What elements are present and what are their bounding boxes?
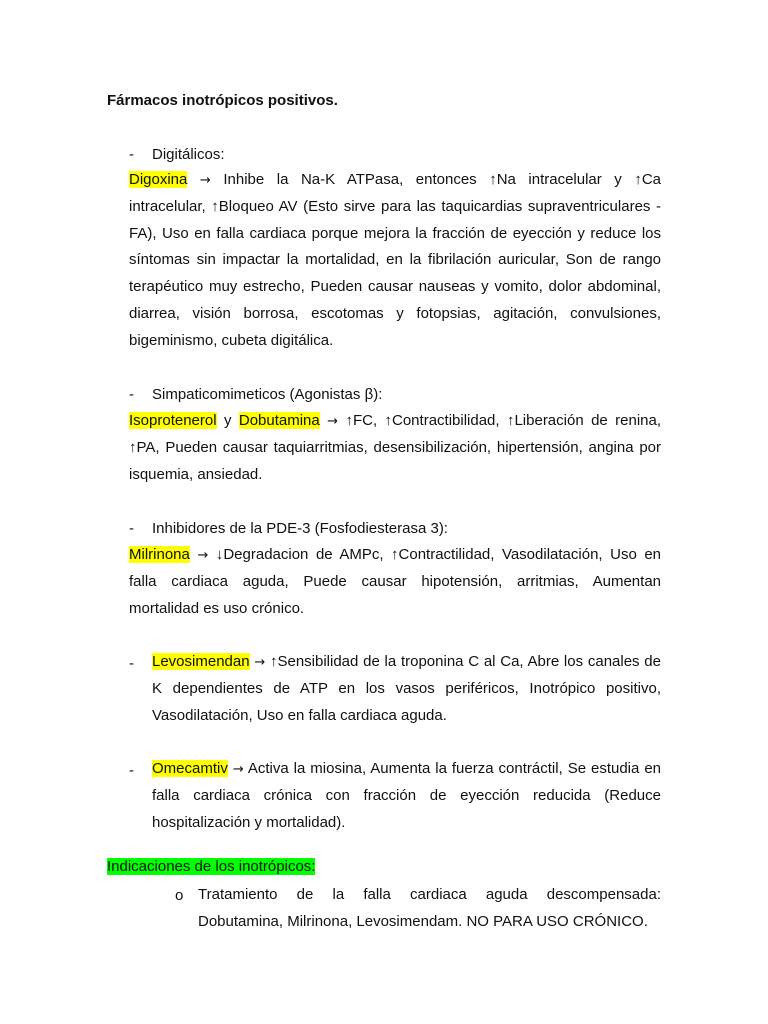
text-line: bigeminismo, cubeta digitálica. bbox=[129, 331, 334, 349]
text-line: Isoprotenerol y Dobutamina → ↑FC, ↑Contractibilidad, ↑Liberación de renina, bbox=[129, 412, 662, 429]
section-heading-simpaticomimeticos: Simpaticomimeticos (Agonistas β): bbox=[152, 386, 383, 403]
text-line: intracelular, ↑Bloqueo AV (Esto sirve para las taquicardias supraventriculares - bbox=[129, 197, 661, 215]
highlight-levosimendan: Levosimendan bbox=[152, 653, 250, 670]
section-heading-digitalicos: Digitálicos: bbox=[152, 146, 225, 163]
arrow-icon: → bbox=[327, 414, 339, 429]
paragraph-digoxina bbox=[129, 167, 661, 355]
paragraph-milrinona bbox=[129, 542, 661, 622]
paragraph-indications bbox=[198, 882, 661, 936]
text-line: hospitalización y mortalidad). bbox=[152, 813, 346, 831]
highlight-omecamtiv: Omecamtiv bbox=[152, 760, 228, 777]
text-line: ↑PA, Pueden causar taquiarritmias, desensibilización, hipertensión, angina por bbox=[129, 438, 661, 456]
paragraph-omecamtiv bbox=[152, 756, 661, 836]
arrow-icon: → bbox=[197, 548, 209, 563]
text-line: Milrinona → ↓Degradacion de AMPc, ↑Contractilidad, Vasodilatación, Uso en bbox=[129, 546, 662, 563]
list-dash: - bbox=[129, 520, 134, 537]
text-line: diarrea, visión borrosa, escotomas y fotopsias, agitación, convulsiones, bbox=[129, 304, 661, 322]
arrow-icon: → bbox=[199, 173, 211, 188]
list-dash: - bbox=[129, 386, 134, 403]
highlight-milrinona: Milrinona bbox=[129, 546, 190, 563]
indications-heading bbox=[107, 855, 315, 879]
text-line: Omecamtiv → Activa la miosina, Aumenta la fuerza contráctil, Se estudia en bbox=[152, 760, 662, 777]
text-line: mortalidad es uso crónico. bbox=[129, 599, 305, 617]
text-line: Tratamiento de la falla cardiaca aguda descompensada: bbox=[198, 886, 661, 903]
text-line: Dobutamina, Milrinona, Levosimendam. NO PARA USO CRÓNICO. bbox=[198, 912, 648, 930]
highlight-digoxina: Digoxina bbox=[129, 171, 188, 188]
list-dash: - bbox=[129, 762, 134, 779]
text-line: Digoxina → Inhibe la Na-K ATPasa, entonces ↑Na intracelular y ↑Ca bbox=[129, 171, 662, 188]
arrow-icon: → bbox=[232, 762, 244, 777]
highlight-indications: Indicaciones de los inotrópicos: bbox=[107, 858, 316, 875]
section-heading-pde3: Inhibidores de la PDE-3 (Fosfodiesterasa 3): bbox=[152, 520, 448, 537]
arrow-icon: → bbox=[254, 655, 266, 670]
text-line: K dependientes de ATP en los vasos periféricos, Inotrópico positivo, bbox=[152, 679, 661, 697]
text-line: Levosimendan → ↑Sensibilidad de la troponina C al Ca, Abre los canales de bbox=[152, 653, 661, 670]
text-line: terapéutico muy estrecho, Pueden causar nauseas y vomito, dolor abdominal, bbox=[129, 278, 661, 296]
highlight-dobutamina: Dobutamina bbox=[238, 412, 320, 429]
highlight-isoprotenerol: Isoprotenerol bbox=[129, 412, 217, 429]
text-line: falla cardiaca aguda, Puede causar hipotensión, arritmias, Aumentan bbox=[129, 572, 661, 590]
text-line: isquemia, ansiedad. bbox=[129, 465, 263, 483]
text-line: falla cardiaca crónica con fracción de eyección reducida (Reduce bbox=[152, 786, 661, 804]
bullet-o: o bbox=[175, 887, 184, 904]
text-line: Vasodilatación, Uso en falla cardiaca aguda. bbox=[152, 706, 447, 724]
list-dash: - bbox=[129, 146, 134, 163]
paragraph-simpaticomimeticos bbox=[129, 408, 661, 488]
text-line: síntomas sin impactar la mortalidad, en la fibrilación auricular, Son de rango bbox=[129, 251, 661, 269]
document-title: Fármacos inotrópicos positivos. bbox=[107, 92, 338, 109]
list-dash: - bbox=[129, 655, 134, 672]
paragraph-levosimendan bbox=[152, 649, 661, 729]
text-line: FA), Uso en falla cardiaca porque mejora la fracción de eyección y reduce los bbox=[129, 224, 661, 242]
